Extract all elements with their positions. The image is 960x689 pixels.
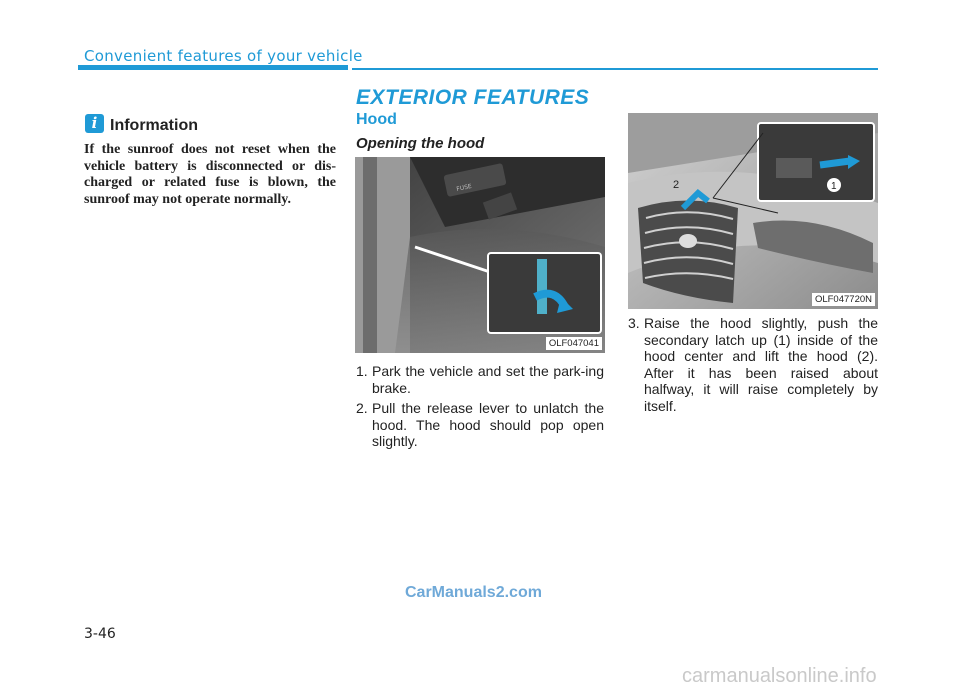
watermark-bottom: carmanualsonline.info <box>682 665 877 687</box>
watermark-center: CarManuals2.com <box>405 584 542 601</box>
fuse-label: FUSE <box>455 182 473 193</box>
step-item: 3. Raise the hood slightly, push the secondary latch up (1) inside of the hood center and lift the hood (2). After it has been raised about halfway, it will raise completely by itself. <box>628 315 878 414</box>
opening-hood-subheading: Opening the hood <box>356 135 485 152</box>
section-title: Convenient features of your vehicle <box>84 47 363 65</box>
header-bar-thick <box>78 65 348 70</box>
figure1-caption: OLF047041 <box>546 337 602 350</box>
hood-release-lever-figure <box>355 157 605 353</box>
svg-text:1: 1 <box>831 181 837 192</box>
page-heading: EXTERIOR FEATURES <box>356 86 590 109</box>
figure2-caption: OLF047720N <box>812 293 875 306</box>
lever-illustration <box>355 157 605 353</box>
callout-2: 2 <box>673 179 680 191</box>
info-icon: i <box>85 114 104 133</box>
page-number: 3-46 <box>84 626 116 642</box>
step-item: 1. Park the vehicle and set the park-ing brake. <box>356 363 604 396</box>
info-title: Information <box>110 117 198 134</box>
steps-list-continued <box>628 315 878 418</box>
step-item: 2. Pull the release lever to unlatch the hood. The hood should pop open slightly. <box>356 400 604 449</box>
info-body: If the sunroof does not reset when the vehicle battery is disconnected or dis-charged or related fuse is blown, the sunroof may not operate normally. <box>84 142 336 207</box>
car-front-illustration <box>628 113 878 309</box>
header-bar-thin <box>352 68 878 70</box>
steps-list <box>356 363 604 454</box>
hood-secondary-latch-figure <box>628 113 878 309</box>
hood-heading: Hood <box>356 111 397 128</box>
